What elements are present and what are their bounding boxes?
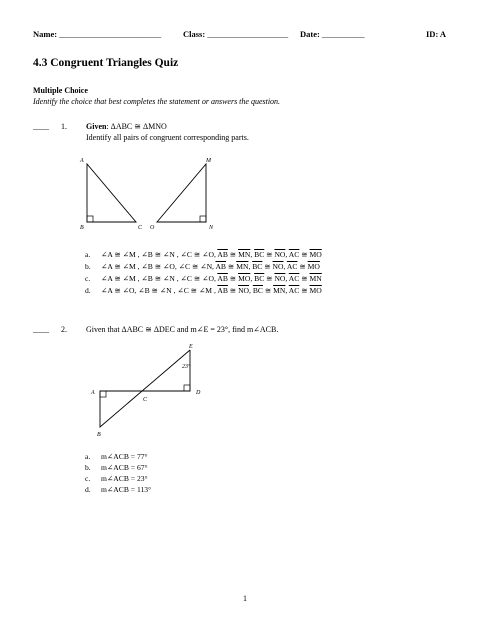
- date-label: Date:: [300, 29, 320, 39]
- label-n: N: [209, 225, 214, 231]
- label-o: O: [150, 225, 155, 231]
- label-d: D: [196, 390, 201, 396]
- class-field: [183, 29, 288, 39]
- label-c: C: [143, 397, 148, 403]
- right-angle-mark-n: [200, 216, 206, 222]
- q1-figure: [70, 150, 230, 235]
- q2-choice-b[interactable]: b. m∠ACB = 67°: [85, 463, 148, 472]
- q2-figure: [85, 340, 215, 445]
- q1-choice-a[interactable]: a. ∠A ≅ ∠M , ∠B ≅ ∠N , ∠C ≅ ∠O, $\overline{AB}$ ≅ $\overline{MN}$, $\overline{BC}$ ≅ $\overline{NO}$, $\overline{AC}$ ≅ $\overline{MO}$: [85, 250, 322, 259]
- page-title: 4.3 Congruent Triangles Quiz: [33, 57, 179, 69]
- q1-given-label: Given: [86, 122, 107, 131]
- q2-number: 2.: [61, 325, 67, 334]
- label-23-degrees: 23°: [182, 364, 191, 370]
- label-b: B: [97, 432, 101, 438]
- q2-choice-c[interactable]: c. m∠ACB = 23°: [85, 474, 148, 483]
- name-field: [33, 29, 161, 39]
- q1-choice-b[interactable]: b. ∠A ≅ ∠M , ∠B ≅ ∠O, ∠C ≅ ∠N, $\overline{AB}$ ≅ $\overline{MN}$, $\overline{BC}$ ≅ $\overline{NO}$, $\overline{AC}$ ≅ $\overline{MO}$: [85, 262, 320, 271]
- q1-number: 1.: [61, 122, 67, 131]
- label-a: A: [80, 158, 84, 164]
- figure-lines: [100, 350, 190, 427]
- q2-answer-blank[interactable]: ____: [33, 325, 49, 334]
- date-blank: __________: [321, 29, 365, 39]
- q2-prompt: Given that ΔABC ≅ ΔDEC and m∠E = 23°, find m∠ACB.: [86, 325, 279, 334]
- right-angle-mark-b: [87, 216, 93, 222]
- name-blank: ________________________: [59, 29, 162, 39]
- q1-given: [86, 122, 167, 131]
- q1-prompt: Identify all pairs of congruent corresponding parts.: [86, 133, 249, 142]
- q1-choice-c[interactable]: c. ∠A ≅ ∠M , ∠B ≅ ∠N , ∠C ≅ ∠O, $\overline{AB}$ ≅ $\overline{MO}$, $\overline{BC}$ ≅ $\overline{NO}$, $\overline{AC}$ ≅ $\overline{MN}$: [85, 274, 322, 283]
- page-number: 1: [243, 594, 247, 603]
- right-angle-mark-d: [184, 385, 190, 391]
- class-blank: ___________________: [207, 29, 289, 39]
- label-a: A: [91, 390, 95, 396]
- instructions: Identify the choice that best completes the statement or answers the question.: [33, 97, 281, 106]
- class-label: Class:: [183, 29, 206, 39]
- q1-choice-d[interactable]: d. ∠A ≅ ∠O, ∠B ≅ ∠N , ∠C ≅ ∠M , $\overline{AB}$ ≅ $\overline{NO}$, $\overline{BC}$ ≅ $\overline{MN}$, $\overline{AC}$ ≅ $\overline{MO}$: [85, 286, 322, 295]
- q1-answer-blank[interactable]: ____: [33, 122, 49, 131]
- right-angle-mark-a: [100, 391, 106, 397]
- triangle-mno: [157, 164, 206, 222]
- id-label: ID: A: [426, 29, 447, 39]
- label-e: E: [189, 344, 193, 350]
- label-c: C: [138, 225, 143, 231]
- label-b: B: [80, 225, 84, 231]
- q1-given-text: : ΔABC ≅ ΔMNO: [106, 122, 167, 131]
- date-field: [300, 29, 364, 39]
- triangle-abc: [87, 164, 136, 222]
- name-label: Name:: [33, 29, 58, 39]
- q2-choice-a[interactable]: a. m∠ACB = 77°: [85, 452, 148, 461]
- section-title: Multiple Choice: [33, 86, 88, 95]
- label-m: M: [206, 158, 211, 164]
- q2-choice-d[interactable]: d. m∠ACB = 113°: [85, 485, 152, 494]
